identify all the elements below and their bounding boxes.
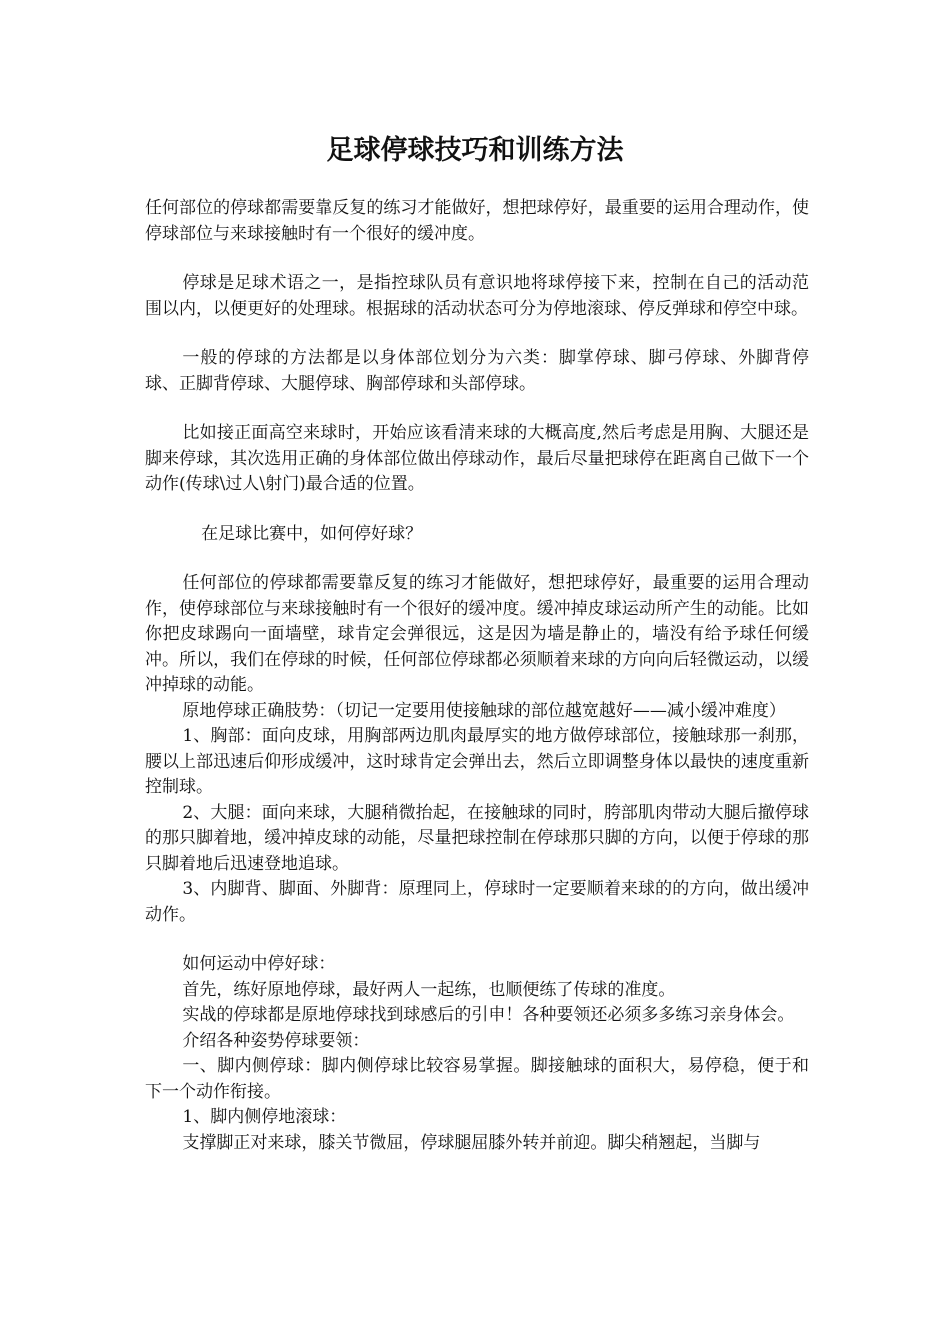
- paragraph-instep: 3、内脚背、脚面、外脚背：原理同上，停球时一定要顺着来球的的方向，做出缓冲动作。: [145, 879, 809, 925]
- paragraph-support-foot: 支撑脚正对来球，膝关节微屈，停球腿屈膝外转并前迎。脚尖稍翘起，当脚与: [182, 1132, 761, 1153]
- paragraph-chest: 1、胸部：面向皮球，用胸部两边肌肉最厚实的地方做停球部位，接触球那一刹那，腰以上部迅速后仰形成缓冲，这时球肯定会弹出去，然后立即调整身体以最快的速度重新控制球。: [145, 726, 809, 797]
- paragraph-definition: 停球是足球术语之一，是指控球队员有意识地将球停接下来，控制在自己的活动范围以内，以便更好的处理球。根据球的活动状态可分为停地滚球、停反弹球和停空中球。: [145, 273, 809, 319]
- paragraph-cushion: 任何部位的停球都需要靠反复的练习才能做好，想把球停好，最重要的运用合理动作，使停球部位与来球接触时有一个很好的缓冲度。缓冲掉皮球运动所产生的动能。比如你把皮球踢向一面墙壁，球肯定会弹很远，这是因为墙是静止的，墙没有给予球任何缓冲。所以，我们在停球的时候，任何部位停球都必须顺着来球的方向向后轻微运动，以缓冲掉球的动能。: [145, 573, 809, 695]
- paragraph-intro: 任何部位的停球都需要靠反复的练习才能做好，想把球停好，最重要的运用合理动作，使停球部位与来球接触时有一个很好的缓冲度。: [145, 198, 809, 244]
- document-body: [145, 196, 809, 1156]
- paragraph-first: 首先，练好原地停球，最好两人一起练，也顺便练了传球的准度。: [182, 979, 676, 1000]
- paragraph-practice: 实战的停球都是原地停球找到球感后的引申！各种要领还必须多多练习亲身体会。: [182, 1005, 795, 1025]
- paragraph-moving-heading: 如何运动中停好球：: [182, 954, 336, 974]
- paragraph-high-ball: 比如接正面高空来球时，开始应该看清来球的大概高度,然后考虑是用胸、大腿还是脚来停球，其次选用正确的身体部位做出停球动作，最后尽量把球停在距离自己做下一个动作(传球\过人\射门)最合适的位置。: [145, 423, 809, 494]
- paragraph-question: 在足球比赛中，如何停好球？: [201, 523, 423, 544]
- paragraph-thigh: 2、大腿：面向来球，大腿稍微抬起，在接触球的同时，胯部肌肉带动大腿后撤停球的那只脚着地，缓冲掉皮球的动能，尽量把球控制在停球那只脚的方向，以便于停球的那只脚着地后迅速登地追球。: [145, 802, 809, 874]
- paragraph-methods: 一般的停球的方法都是以身体部位划分为六类：脚掌停球、脚弓停球、外脚背停球、正脚背停球、大腿停球、胸部停球和头部停球。: [145, 348, 809, 394]
- document-title: 足球停球技巧和训练方法: [326, 135, 624, 166]
- paragraph-inside-foot-ground: 1、脚内侧停地滚球：: [182, 1107, 347, 1127]
- paragraph-intro-postures: 介绍各种姿势停球要领：: [182, 1030, 370, 1051]
- paragraph-inside-foot: 一、脚内侧停球：脚内侧停球比较容易掌握。脚接触球的面积大，易停稳，便于和下一个动作衔接。: [145, 1056, 809, 1102]
- paragraph-posture: 原地停球正确肢势：（切记一定要用使接触球的部位越宽越好——减小缓冲难度）: [182, 700, 786, 721]
